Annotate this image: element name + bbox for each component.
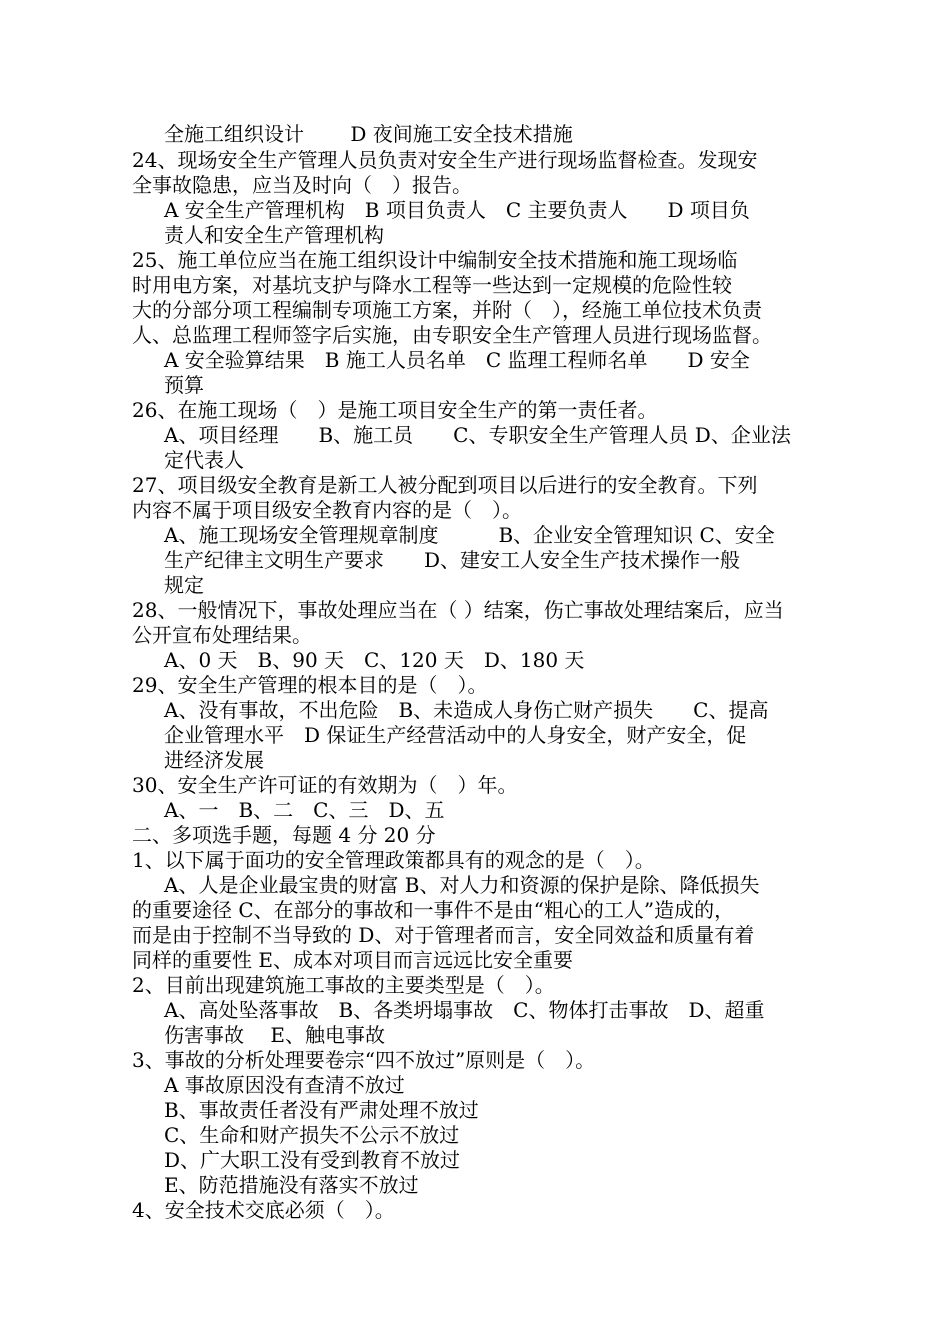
option-line: 责人和安全生产管理机构 bbox=[164, 223, 384, 247]
text-line: 全施工组织设计 D 夜间施工安全技术措施 bbox=[164, 122, 573, 146]
option-line: C、生命和财产损失不公示不放过 bbox=[164, 1123, 460, 1147]
option-line: A、高处坠落事故 B、各类坍塌事故 C、物体打击事故 D、超重 bbox=[164, 998, 765, 1022]
multi-question-1: 1、以下属于面功的安全管理政策都具有的观念的是（ ）。 bbox=[132, 848, 655, 872]
text-line: 时用电方案，对基坑支护与降水工程等一些达到一定规模的危险性较 bbox=[132, 273, 732, 297]
question-25: 25、施工单位应当在施工组织设计中编制安全技术措施和施工现场临 bbox=[132, 248, 738, 272]
option-line: D、广大职工没有受到教育不放过 bbox=[164, 1148, 461, 1172]
option-line: 企业管理水平 D 保证生产经营活动中的人身安全，财产安全，促 bbox=[164, 723, 747, 747]
question-24: 24、现场安全生产管理人员负责对安全生产进行现场监督检查。发现安 bbox=[132, 148, 758, 172]
text-line: 同样的重要性 E、成本对项目而言远远比安全重要 bbox=[132, 948, 573, 972]
text-line: 的重要途径 C、在部分的事故和一事件不是由“粗心的工人”造成的， bbox=[132, 898, 735, 922]
option-line: 生产纪律主文明生产要求 D、建安工人安全生产技术操作一般 bbox=[164, 548, 741, 572]
question-27: 27、项目级安全教育是新工人被分配到项目以后进行的安全教育。下列 bbox=[132, 473, 758, 497]
text-line: 全事故隐患，应当及时向（ ）报告。 bbox=[132, 173, 472, 197]
option-line: A、项目经理 B、施工员 C、专职安全生产管理人员 D、企业法 bbox=[164, 423, 791, 447]
question-30: 30、安全生产许可证的有效期为（ ）年。 bbox=[132, 773, 518, 797]
text-line: 公开宣布处理结果。 bbox=[132, 623, 312, 647]
option-line: A 事故原因没有查清不放过 bbox=[164, 1073, 405, 1097]
option-line: A、施工现场安全管理规章制度 B、企业安全管理知识 C、安全 bbox=[164, 523, 775, 547]
option-line: A、没有事故，不出危险 B、未造成人身伤亡财产损失 C、提高 bbox=[164, 698, 769, 722]
option-line: A、一 B、二 C、三 D、五 bbox=[164, 798, 445, 822]
option-line: A、0 天 B、90 天 C、120 天 D、180 天 bbox=[164, 648, 585, 672]
multi-question-4: 4、安全技术交底必须（ ）。 bbox=[132, 1198, 395, 1222]
section-heading: 二、多项选手题，每题 4 分 20 分 bbox=[132, 823, 436, 847]
text-line: 大的分部分项工程编制专项施工方案，并附（ ），经施工单位技术负责 bbox=[132, 298, 762, 322]
question-28: 28、一般情况下，事故处理应当在（ ）结案，伤亡事故处理结案后，应当 bbox=[132, 598, 784, 622]
option-line: A、人是企业最宝贵的财富 B、对人力和资源的保护是除、降低损失 bbox=[164, 873, 760, 897]
text-line: 而是由于控制不当导致的 D、对于管理者而言，安全同效益和质量有着 bbox=[132, 923, 755, 947]
option-line: B、事故责任者没有严肃处理不放过 bbox=[164, 1098, 479, 1122]
option-line: 预算 bbox=[164, 373, 204, 397]
option-line: 规定 bbox=[164, 573, 204, 597]
option-line: A 安全生产管理机构 B 项目负责人 C 主要负责人 D 项目负 bbox=[164, 198, 750, 222]
text-line: 内容不属于项目级安全教育内容的是（ ）。 bbox=[132, 498, 522, 522]
option-line: 进经济发展 bbox=[164, 748, 264, 772]
multi-question-2: 2、目前出现建筑施工事故的主要类型是（ ）。 bbox=[132, 973, 555, 997]
option-line: 定代表人 bbox=[164, 448, 244, 472]
option-line: 伤害事故 E、触电事故 bbox=[164, 1023, 385, 1047]
option-line: E、防范措施没有落实不放过 bbox=[164, 1173, 419, 1197]
option-line: A 安全验算结果 B 施工人员名单 C 监理工程师名单 D 安全 bbox=[164, 348, 750, 372]
question-29: 29、安全生产管理的根本目的是（ ）。 bbox=[132, 673, 488, 697]
question-26: 26、在施工现场（ ）是施工项目安全生产的第一责任者。 bbox=[132, 398, 658, 422]
multi-question-3: 3、事故的分析处理要卷宗“四不放过”原则是（ ）。 bbox=[132, 1048, 596, 1072]
text-line: 人、总监理工程师签字后实施，由专职安全生产管理人员进行现场监督。 bbox=[132, 323, 772, 347]
